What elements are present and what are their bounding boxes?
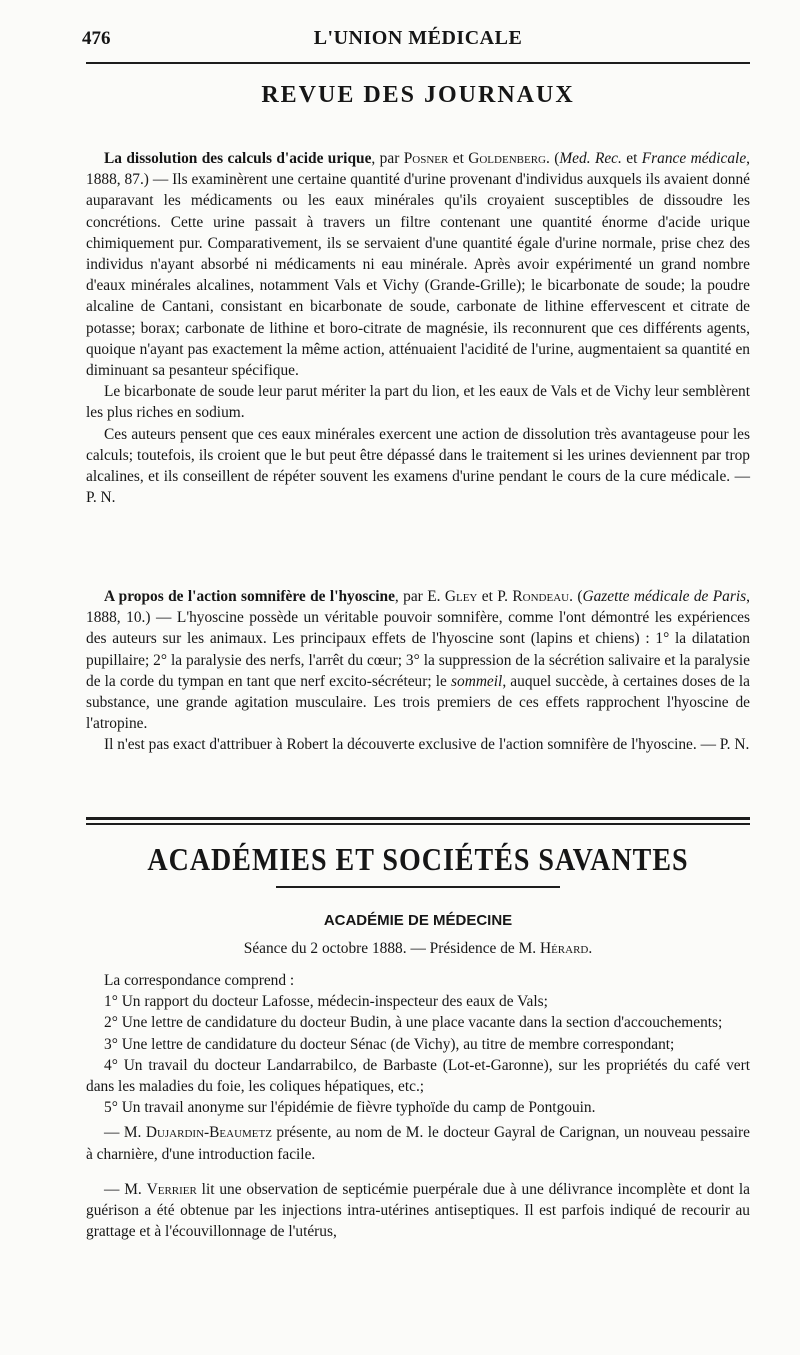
source-and: et [621,150,642,167]
article2-text-rest: , auquel succède, à certaines doses de la substance, une grande agitation musculaire. Les trois premiers de ces effets rapprochent l'hyoscine de l'atropine. [86,672,750,733]
correspondance-intro: La correspondance comprend : [104,972,295,989]
section-divider-top [86,817,750,820]
seance-period: . [588,940,593,957]
correspondance-item-2: 2° Une lettre de candidature du docteur Budin, à une place vacante dans la section d'accouchements; [104,1014,723,1032]
article1-paragraph3: Ces auteurs pensent que ces eaux minérales exercent une action de dissolution très avantageuse pour les calculs; toutefois, ils croient que le but peut être dépassé dans le traitement si les urines deviennent par trop alcalines, et ils conseillent de répéter souvent les examens d'urine pendant le cours de la cure médicale. — P. N. [86,425,750,507]
page-number: 476 [82,28,111,49]
source-open: . ( [545,150,560,167]
byline-text: , par [371,150,404,167]
academie-subtitle: ACADÉMIE DE MÉDECINE [323,912,513,929]
verrier-paragraph [86,1179,750,1243]
correspondance-item-5: 5° Un travail anonyme sur l'épidémie de fièvre typhoïde du camp de Pontgouin. [104,1099,596,1117]
section-divider-bottom [86,823,750,825]
section-title-revue: REVUE DES JOURNAUX [261,82,575,108]
article1-author1: Posner [403,150,449,167]
running-head [82,22,750,54]
seance-line [86,940,750,958]
dash-prefix: — M. [104,1180,147,1198]
article1-paragraph1 [86,148,750,381]
correspondance-item-3: 3° Une lettre de candidature du docteur Sénac (de Vichy), au titre de membre correspondant; [104,1035,675,1053]
article1-title: La dissolution des calculs d'acide urique [104,150,372,167]
article2-author1: E. Gley [427,588,478,605]
seance-text: Séance du 2 octobre 1888. — Présidence de M. [243,940,540,957]
dash-prefix: — M. [104,1124,146,1142]
verrier-name: Verrier [146,1180,197,1198]
dujardin-text: présente, au nom de M. le docteur Gayral de Carignan, un nouveau pessaire à charnière, d'une introduction facile. [86,1124,750,1163]
byline-and: et [477,588,498,605]
article2-text: , 1888, 10.) — L'hyoscine possède un véritable pouvoir somnifère, comme l'ont démontré les expériences des auteurs sur les animaux. Les principaux effets de l'hyoscine sont (lapins et chiens) : 1° la dilatation pupillaire; 2° la paralysie des nerfs, l'arrêt du cœur; 3° la suppression de la sécrétion salivaire et la paralysie de la corde du tympan en tant que nerf excito-sécréteur; le [86,588,750,690]
journal-name: L'UNION MÉDICALE [313,27,523,49]
article1-text: , 1888, 87.) — Ils examinèrent une certaine quantité d'urine provenant d'individus auxquels ils avaient donné auparavant les médicaments ou les eaux minérales qu'ils croyaient susceptibles de dissoudre les concrétions. Cette urine passait à travers un filtre contenant une quantité énorme d'acide urique chimiquement pur. Comparativement, ils se servaient d'une quantité égale d'urine normale, prise chez des individus n'ayant absorbé ni médicaments ni eau minérale. Après avoir expérimenté un grand nombre d'eaux minérales alcalines, notamment Vals et Vichy (Grande-Grille); le bicarbonate de soude; la poudre alcaline de Cantani, consistant en bicarbonate de soude, carbonate de lithine effervescent et citrate de potasse; borax; carbonate de lithine et boro-citrate de magnésie, ils reconnurent que ces différents agents, quoique n'ayant pas exactement la même action, atténuaient l'acidité de l'urine, augmentaient sa quantité en diminuant sa pesanteur spécifique. [86,150,751,380]
byline-and: et [448,150,469,167]
president-name: Hérard [539,940,589,957]
dujardin-paragraph [86,1122,750,1164]
byline-text: , par [394,588,428,605]
article1-paragraph2: Le bicarbonate de soude leur parut mériter la part du lion, et les eaux de Vals et de Vichy leur semblèrent les plus riches en sodium. [86,383,750,422]
article2-author2: P. Rondeau [497,588,570,605]
article2-source: Gazette médicale de Paris [582,588,747,605]
correspondance-item-4: 4° Un travail du docteur Landarrabilco, de Barbaste (Lot-et-Garonne), sur les propriétés du café vert dans les maladies du foie, les coliques hépatiques, etc.; [86,1056,750,1096]
academies-underline [276,886,560,888]
verrier-text: lit une observation de septicémie puerpérale due à une délivrance incomplète et dont la guérison a été obtenue par les injections intra-utérines antiseptiques. Il est parfois indiqué de recourir au grattage et à l'écouvillonnage de l'utérus, [86,1180,751,1241]
article2-title: A propos de l'action somnifère de l'hyoscine [104,588,395,605]
revue-body [86,148,750,508]
article2-paragraph2: Il n'est pas exact d'attribuer à Robert la découverte exclusive de l'action somnifère de l'hyoscine. — P. N. [104,736,750,754]
article2-sommeil: sommeil [451,672,503,690]
header-rule [86,62,750,64]
article1-author2: Goldenberg [468,150,546,167]
correspondance-item-1: 1° Un rapport du docteur Lafosse, médecin-inspecteur des eaux de Vals; [104,993,548,1011]
article2-body [86,586,750,756]
source-open: . ( [569,588,583,605]
dujardin-name: Dujardin-Beaumetz [145,1124,272,1142]
article1-source2: France médicale [641,150,747,167]
article2-paragraph1 [86,586,750,734]
article1-source1: Med. Rec. [559,150,622,167]
academies-body [86,970,750,1242]
section-title-academies: ACADÉMIES ET SOCIÉTÉS SAVANTES [147,842,689,879]
